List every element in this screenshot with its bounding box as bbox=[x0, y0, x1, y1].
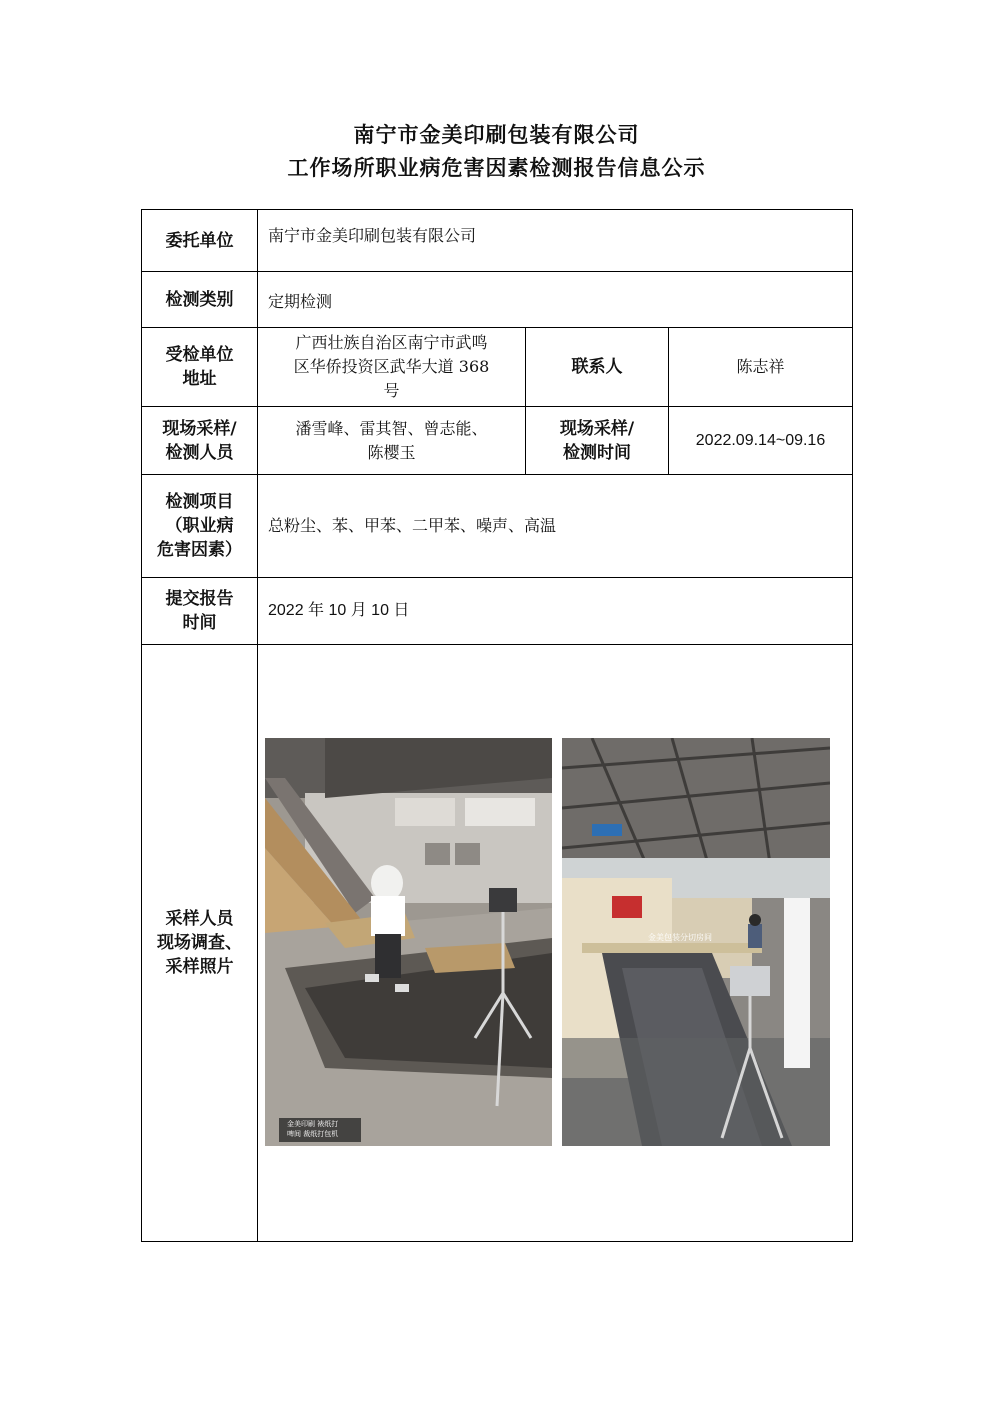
value-staff-line2: 陈樱玉 bbox=[367, 442, 416, 462]
label-photos-line1: 采样人员 bbox=[165, 909, 234, 929]
label-time-line2: 检测时间 bbox=[563, 442, 631, 463]
label-contact: 联系人 bbox=[526, 328, 669, 407]
value-time: 2022.09.14~09.16 bbox=[669, 407, 853, 475]
value-items: 总粉尘、苯、甲苯、二甲苯、噪声、高温 bbox=[258, 475, 853, 578]
photos-cell bbox=[258, 645, 853, 1242]
row-submit bbox=[142, 578, 853, 645]
row-photos bbox=[142, 645, 853, 1242]
label-submit bbox=[142, 578, 258, 645]
label-staff-line2: 检测人员 bbox=[165, 442, 234, 463]
row-address bbox=[142, 328, 853, 407]
row-staff bbox=[142, 407, 853, 475]
row-type bbox=[142, 272, 853, 328]
site-photo-2 bbox=[562, 738, 830, 1146]
row-items bbox=[142, 475, 853, 578]
label-address-line2: 地址 bbox=[182, 369, 217, 389]
value-contact: 陈志祥 bbox=[669, 328, 853, 407]
value-client: 南宁市金美印刷包装有限公司 bbox=[258, 210, 853, 272]
photo1-caption bbox=[287, 1119, 338, 1139]
label-time-line1: 现场采样/ bbox=[559, 418, 635, 439]
photo2-sign: 金美包装分切房间 bbox=[648, 933, 712, 942]
value-submit: 2022 年 10 月 10 日 bbox=[258, 578, 853, 645]
value-address bbox=[258, 328, 526, 407]
title-report: 工作场所职业病危害因素检测报告信息公示 bbox=[287, 156, 706, 180]
label-staff bbox=[142, 407, 258, 475]
label-submit-line1: 提交报告 bbox=[165, 589, 234, 609]
value-address-line2: 区华侨投资区武华大道 368 bbox=[293, 357, 490, 376]
label-items-line1: 检测项目 bbox=[165, 492, 234, 512]
label-submit-line2: 时间 bbox=[182, 613, 217, 633]
site-photo-1 bbox=[265, 738, 552, 1146]
label-photos-line3: 采样照片 bbox=[165, 957, 234, 977]
label-type: 检测类别 bbox=[142, 272, 258, 328]
title-company: 南宁市金美印刷包装有限公司 bbox=[353, 123, 640, 147]
label-items bbox=[142, 475, 258, 578]
value-staff-line1: 潘雪峰、雷其智、曾志能、 bbox=[295, 418, 488, 438]
value-staff bbox=[258, 407, 526, 475]
label-photos-line2: 现场调查、 bbox=[157, 933, 242, 953]
value-address-line3: 号 bbox=[383, 381, 400, 400]
site-photo-1-image bbox=[265, 738, 552, 1146]
row-client bbox=[142, 210, 853, 272]
info-table bbox=[141, 209, 853, 1242]
value-type: 定期检测 bbox=[258, 272, 853, 328]
label-time bbox=[526, 407, 669, 475]
label-items-line2: （职业病 bbox=[165, 516, 234, 536]
value-address-line1: 广西壮族自治区南宁市武鸣 bbox=[295, 333, 488, 352]
label-address bbox=[142, 328, 258, 407]
photo1-caption-line2: 啤间 裁纸打包机 bbox=[287, 1130, 339, 1138]
label-photos bbox=[142, 645, 258, 1242]
label-staff-line1: 现场采样/ bbox=[162, 418, 237, 439]
label-items-line3: 危害因素） bbox=[157, 540, 242, 560]
photo1-caption-line1: 金美印刷 裱纸打 bbox=[287, 1120, 339, 1128]
label-client: 委托单位 bbox=[142, 210, 258, 272]
label-address-line1: 受检单位 bbox=[165, 345, 234, 365]
